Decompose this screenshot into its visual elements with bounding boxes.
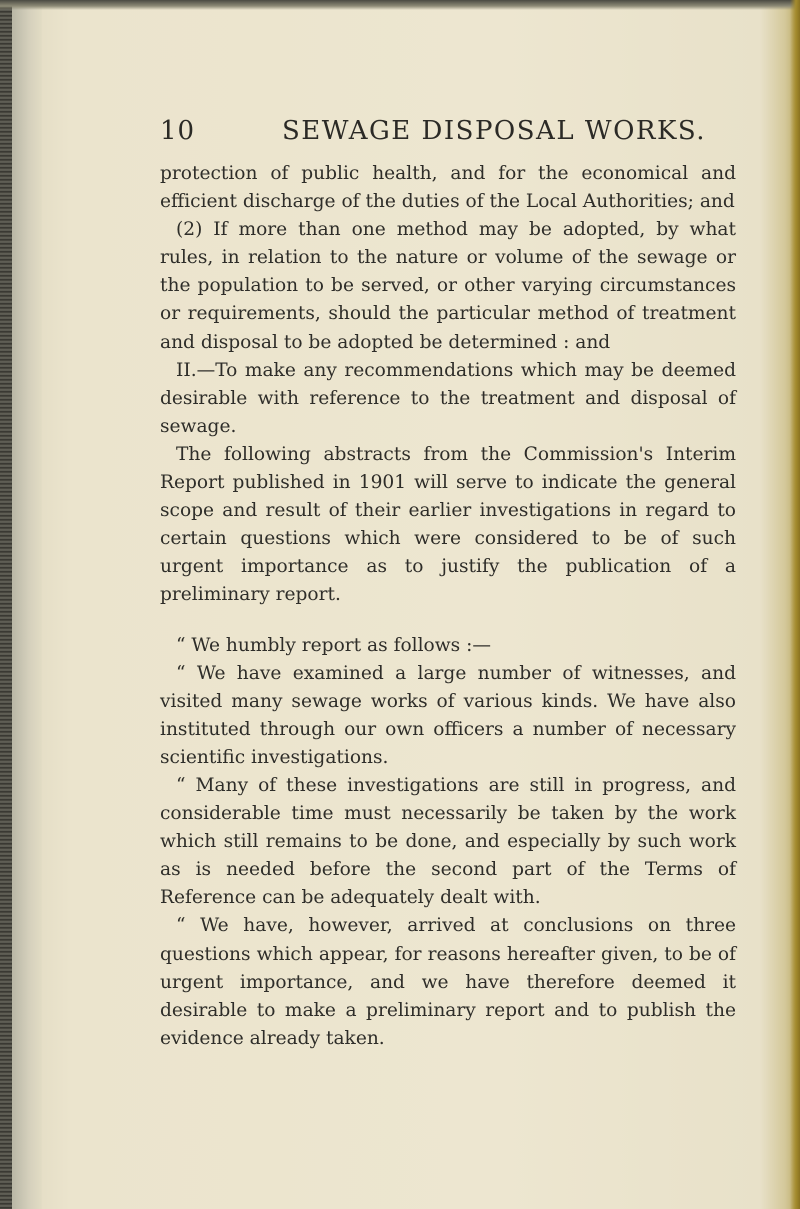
- quote-investigations: “ Many of these investigations are still in progress, and considerable time must necessarily be taken by the work which still remains to be done, and especially by such work as is needed before the second part of the Terms of Reference can be adequately dealt with.: [160, 774, 736, 909]
- paragraph-reference-ii: II.—To make any recommendations which may be deemed desirable with reference to the treatment and disposal of sewage.: [160, 359, 736, 437]
- page-header: [160, 112, 780, 152]
- quote-witnesses: “ We have examined a large number of witnesses, and visited many sewage works of various kinds. We have also instituted through our own officers a number of necessary scientific investigations.: [160, 662, 736, 768]
- right-page-edge: [790, 0, 800, 1209]
- page-number: 10: [160, 116, 196, 146]
- quote-opening: “ We humbly report as follows :—: [176, 634, 491, 656]
- top-page-edge: [0, 0, 800, 10]
- quote-conclusions: “ We have, however, arrived at conclusions on three questions which appear, for reasons hereafter given, to be of urgent importance, and we have therefore deemed it desirable to make a preliminary report and to publish the evidence already taken.: [160, 915, 736, 1049]
- book-binding: [0, 0, 12, 1209]
- body-text: [160, 160, 736, 1053]
- paragraph-rule-2: (2) If more than one method may be adopted, by what rules, in relation to the nature or volume of the sewage or the population to be served, or other varying circumstances or requirements, should the particular method of treatment and disposal to be adopted be determined : and: [160, 219, 736, 353]
- page-gutter: [12, 0, 42, 1209]
- running-title: SEWAGE DISPOSAL WORKS.: [282, 116, 707, 146]
- paragraph-gap: [160, 610, 736, 632]
- paragraph-abstracts: The following abstracts from the Commission's Interim Report published in 1901 will serve to indicate the general scope and result of their earlier investigations in regard to certain questions which were considered to be of such urgent importance as to justify the publication of a preliminary report.: [160, 443, 736, 606]
- paragraph-continuation: protection of public health, and for the economical and efficient discharge of the duties of the Local Authorities; and: [160, 163, 736, 213]
